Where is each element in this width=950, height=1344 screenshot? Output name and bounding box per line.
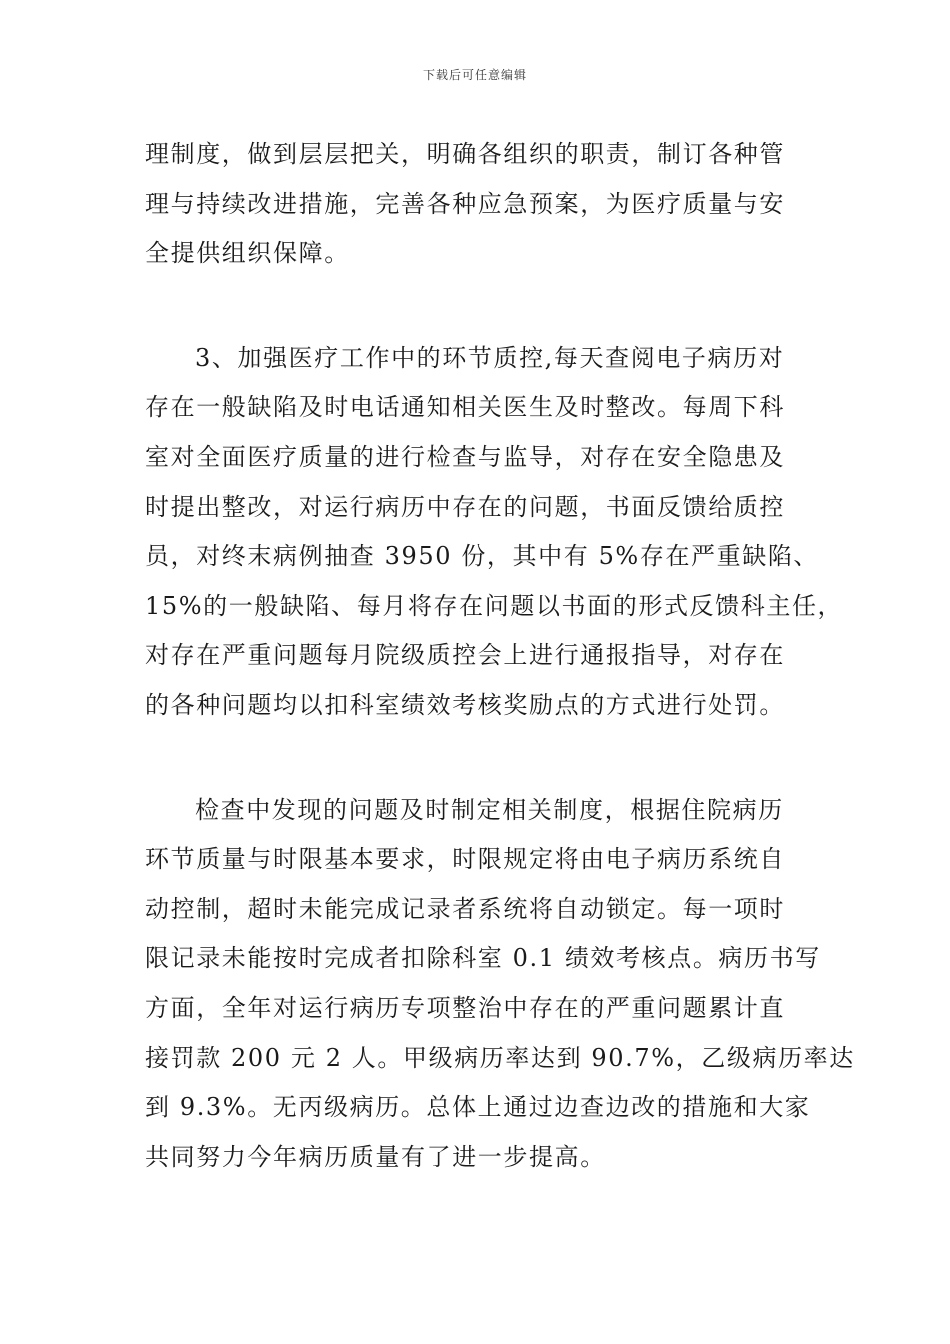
- text-line: 15%的一般缺陷、每月将存在问题以书面的形式反馈科主任，: [145, 591, 844, 620]
- text-line: 室对全面医疗质量的进行检查与监导，对存在安全隐患及: [145, 442, 785, 471]
- text-line: 3、加强医疗工作中的环节质控,每天查阅电子病历对: [195, 343, 785, 372]
- text-line: 存在一般缺陷及时电话通知相关医生及时整改。每周下科: [145, 393, 785, 422]
- text-line: 对存在严重问题每月院级质控会上进行通报指导，对存在: [145, 641, 785, 670]
- text-line: 检查中发现的问题及时制定相关制度，根据住院病历: [195, 795, 784, 824]
- paragraph: [145, 334, 844, 731]
- text-line: 到 9.3%。无丙级病历。总体上通过边查边改的措施和大家: [145, 1093, 811, 1122]
- text-line: 理制度，做到层层把关，明确各组织的职责，制订各种管: [145, 140, 785, 168]
- text-line: 的各种问题均以扣科室绩效考核奖励点的方式进行处罚。: [145, 690, 785, 719]
- text-line: 全提供组织保障。: [145, 239, 350, 268]
- text-line: 环节质量与时限基本要求，时限规定将由电子病历系统自: [145, 845, 785, 874]
- text-line: 接罚款 200 元 2 人。甲级病历率达到 90.7%，乙级病历率达: [145, 1043, 855, 1072]
- text-line: 理与持续改进措施，完善各种应急预案，为医疗质量与安: [145, 189, 785, 218]
- text-line: 共同努力今年病历质量有了进一步提高。: [145, 1142, 606, 1171]
- paragraph-spacer: [145, 731, 825, 786]
- paragraph: [145, 130, 825, 279]
- document-body: [145, 130, 855, 1182]
- paragraph: [145, 786, 855, 1183]
- paragraph-spacer: [145, 279, 825, 334]
- text-line: 方面，全年对运行病历专项整治中存在的严重问题累计直: [145, 993, 785, 1022]
- text-line: 限记录未能按时完成者扣除科室 0.1 绩效考核点。病历书写: [145, 944, 821, 973]
- text-line: 动控制，超时未能完成记录者系统将自动锁定。每一项时: [145, 894, 785, 923]
- page-header: 下载后可任意编辑: [422, 68, 527, 82]
- text-line: 员，对终末病例抽查 3950 份，其中有 5%存在严重缺陷、: [145, 542, 820, 571]
- text-line: 时提出整改，对运行病历中存在的问题，书面反馈给质控: [145, 492, 785, 521]
